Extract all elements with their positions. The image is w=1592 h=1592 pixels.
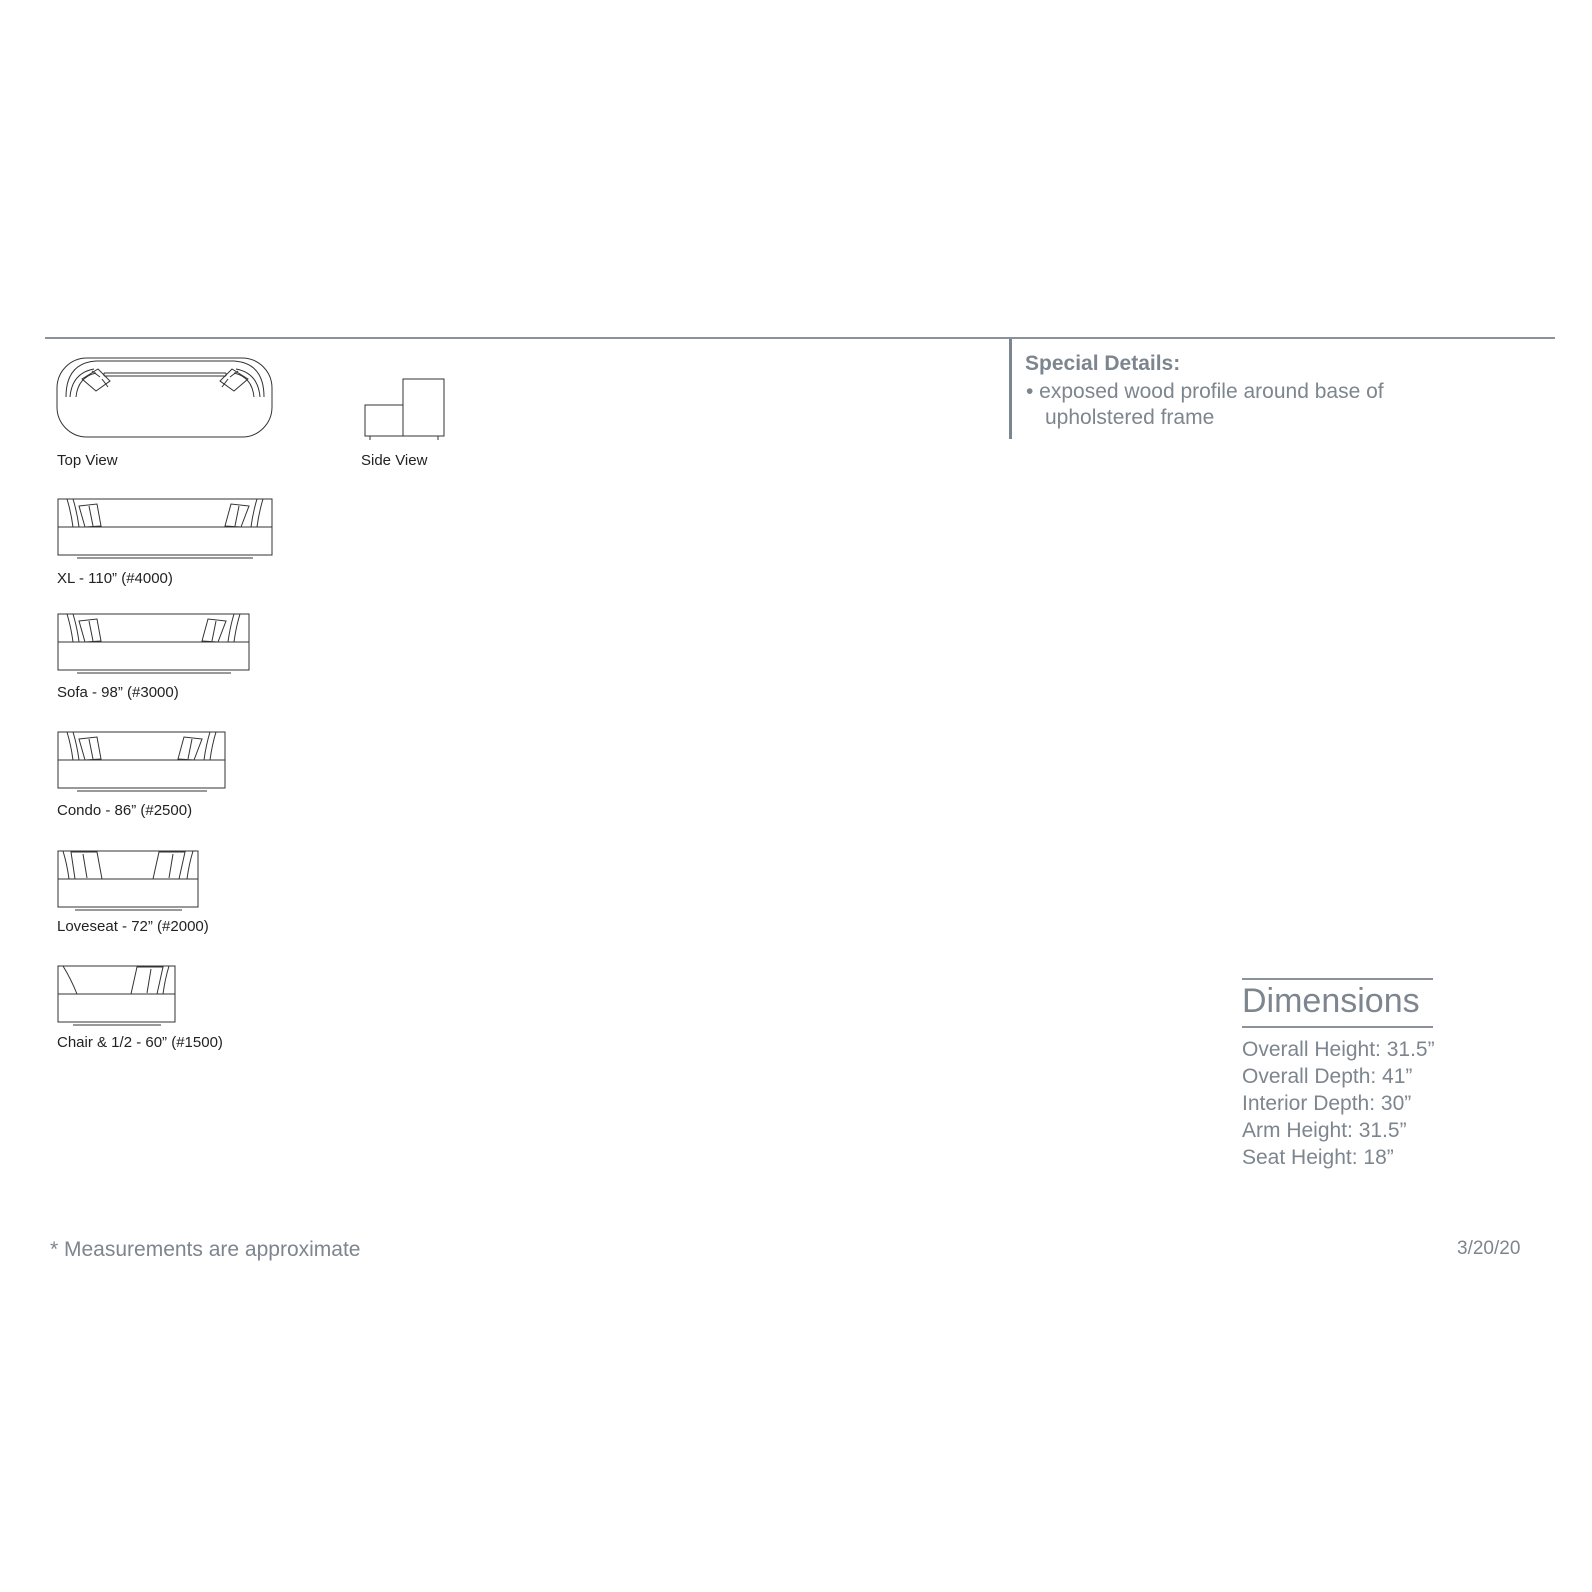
- special-details-title: Special Details:: [1025, 352, 1181, 375]
- dimensions-title: Dimensions: [1242, 982, 1420, 1020]
- top-view-label: Top View: [57, 452, 118, 469]
- dimensions-rule-bottom: [1242, 1026, 1433, 1028]
- document-date: 3/20/20: [1457, 1238, 1521, 1259]
- top-divider: [45, 337, 1555, 339]
- side-view-drawing: [364, 378, 446, 442]
- size-label-xl: XL - 110” (#4000): [57, 570, 173, 587]
- chair-front-drawing: [57, 965, 177, 1026]
- side-view-label: Side View: [361, 452, 428, 469]
- sofa-front-drawing: [57, 613, 251, 674]
- size-label-condo: Condo - 86” (#2500): [57, 802, 193, 819]
- special-details-line-1: • exposed wood profile around base of: [1026, 380, 1384, 403]
- size-label-chair: Chair & 1/2 - 60” (#1500): [57, 1034, 223, 1051]
- size-label-loveseat: Loveseat - 72” (#2000): [57, 918, 209, 935]
- special-details-line-2: upholstered frame: [1045, 406, 1215, 429]
- top-view-drawing: [56, 357, 274, 439]
- dimension-overall-height: Overall Height: 31.5”: [1242, 1038, 1435, 1061]
- dimensions-rule-top: [1242, 978, 1433, 980]
- dimension-arm-height: Arm Height: 31.5”: [1242, 1119, 1407, 1142]
- size-label-sofa: Sofa - 98” (#3000): [57, 684, 179, 701]
- condo-front-drawing: [57, 731, 227, 792]
- loveseat-front-drawing: [57, 850, 200, 911]
- measurements-footnote: * Measurements are approximate: [50, 1238, 361, 1261]
- special-details-divider: [1009, 339, 1012, 439]
- dimension-overall-depth: Overall Depth: 41”: [1242, 1065, 1413, 1088]
- xl-front-drawing: [57, 498, 274, 559]
- dimension-interior-depth: Interior Depth: 30”: [1242, 1092, 1412, 1115]
- dimension-seat-height: Seat Height: 18”: [1242, 1146, 1394, 1169]
